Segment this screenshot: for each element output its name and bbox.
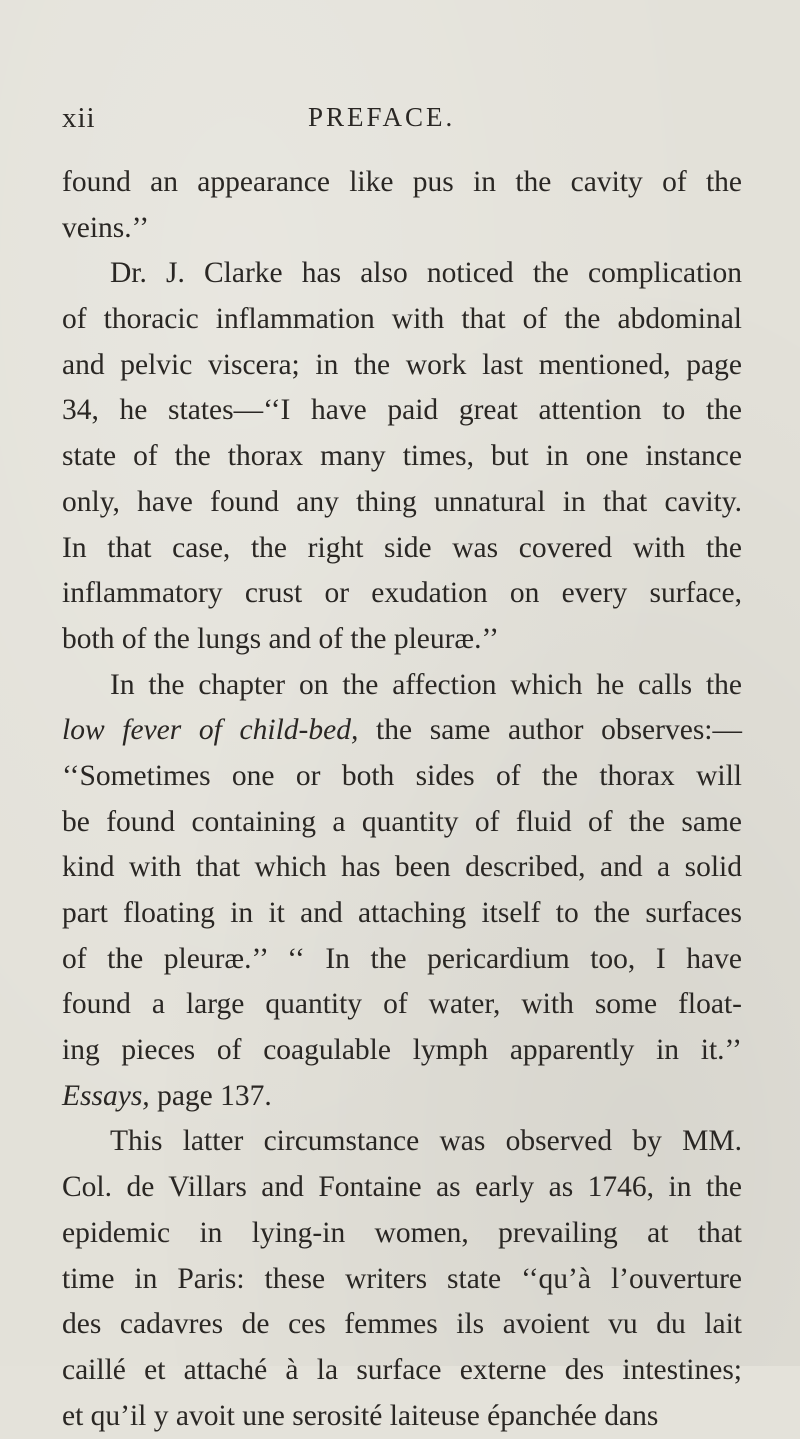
text-line (62, 434, 742, 480)
text-line (62, 663, 742, 709)
text-segment: and pelvic viscera; in the work last mentioned, page (62, 348, 742, 381)
text-segment: page 137. (149, 1079, 272, 1112)
text-segment: only, have found any thing unnatural in that cavity. (62, 485, 742, 518)
text-line (62, 388, 742, 434)
text-segment: epidemic in lying-in women, prevailing at that (62, 1216, 742, 1249)
text-segment: et qu’il y avoit une serosité laiteuse épanchée dans (62, 1399, 659, 1432)
text-segment: of the pleuræ.’’ ‘‘ In the pericardium too, I have (62, 942, 742, 975)
text-segment: state of the thorax many times, but in one instance (62, 440, 742, 473)
body-text (62, 160, 742, 1439)
running-head-title: PREFACE. (308, 102, 456, 132)
text-segment: time in Paris: these writers state ‘‘qu’à l’ouverture (62, 1262, 742, 1295)
text-segment: des cadavres de ces femmes ils avoient vu du lait (62, 1308, 742, 1341)
text-line (62, 982, 742, 1028)
text-line (62, 206, 742, 252)
page-number: xii (62, 102, 96, 134)
text-line (62, 571, 742, 617)
text-segment: In that case, the right side was covered with the (62, 531, 742, 564)
text-segment: Col. de Villars and Fontaine as early as 1746, in the (62, 1171, 742, 1204)
text-line (62, 1257, 742, 1303)
text-segment: found a large quantity of water, with some float- (62, 988, 742, 1021)
text-line (62, 526, 742, 572)
text-line (62, 1348, 742, 1394)
text-line (62, 1165, 742, 1211)
text-segment: found an appearance like pus in the cavity of the (62, 166, 742, 198)
text-line (62, 1302, 742, 1348)
text-segment: This latter circumstance was observed by MM. (110, 1125, 742, 1158)
text-segment: ing pieces of coagulable lymph apparently in it.’’ (62, 1034, 742, 1067)
text-segment: ‘‘Sometimes one or both sides of the thorax will (62, 759, 742, 792)
text-line (62, 1028, 742, 1074)
text-line (62, 480, 742, 526)
text-line (62, 251, 742, 297)
text-segment: part floating in it and attaching itself to the surfaces (62, 897, 742, 929)
text-line (62, 160, 742, 206)
text-line (62, 343, 742, 389)
text-line (62, 1119, 742, 1165)
text-segment: In the chapter on the affection which he calls the (110, 668, 742, 701)
text-segment: inflammatory crust or exudation on every surface, (62, 577, 742, 610)
text-segment: both of the lungs and of the pleuræ.’’ (62, 622, 499, 655)
text-line (62, 1211, 742, 1257)
text-line (62, 937, 742, 983)
text-line (62, 617, 742, 663)
running-head (62, 102, 742, 142)
text-line (62, 845, 742, 891)
text-line (62, 297, 742, 343)
text-segment: 34, he states—‘‘I have paid great attention to the (62, 394, 742, 427)
italic-text: low fever of child-bed, (62, 714, 359, 747)
text-segment: the same author observes:— (358, 714, 742, 747)
text-segment: be found containing a quantity of fluid of the same (62, 805, 742, 838)
text-segment: Dr. J. Clarke has also noticed the complication (110, 257, 742, 290)
italic-text: Essays, (62, 1079, 150, 1112)
text-line (62, 891, 742, 937)
text-line (62, 1074, 742, 1120)
text-line (62, 1394, 742, 1439)
text-segment: veins.’’ (62, 211, 150, 244)
text-line (62, 754, 742, 800)
text-segment: of thoracic inflammation with that of the abdominal (62, 303, 742, 336)
text-segment: caillé et attaché à la surface externe des intestines; (62, 1353, 742, 1386)
text-line (62, 708, 742, 754)
text-line (62, 800, 742, 846)
text-segment: kind with that which has been described, and a solid (62, 851, 742, 884)
